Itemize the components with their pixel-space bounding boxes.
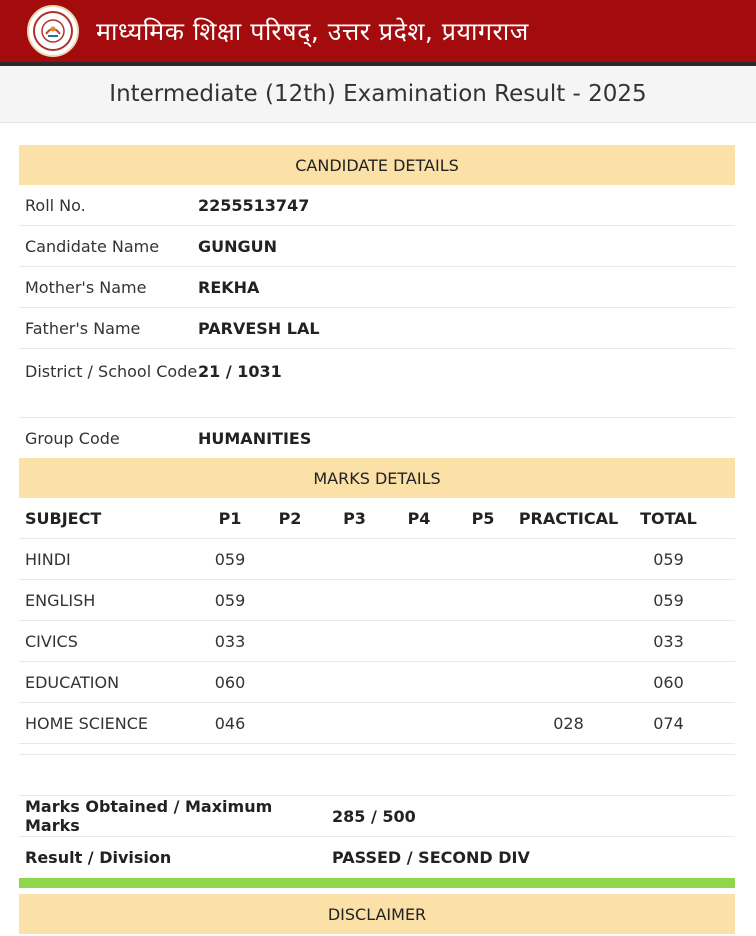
detail-label: Roll No. xyxy=(25,195,86,215)
up-emblem-icon xyxy=(27,5,79,57)
disclaimer-heading: DISCLAIMER xyxy=(19,894,735,934)
detail-row-group xyxy=(19,418,735,458)
table-row xyxy=(19,662,735,703)
total-cell: 033 xyxy=(653,631,684,651)
result-card xyxy=(19,145,735,934)
result-value: PASSED / SECOND DIV xyxy=(332,847,530,867)
col-subject: SUBJECT xyxy=(25,508,102,528)
result-row xyxy=(19,837,735,877)
table-row xyxy=(19,621,735,662)
p1-cell: 046 xyxy=(214,713,246,733)
detail-value: 21 / 1031 xyxy=(198,362,282,381)
table-divider xyxy=(19,744,735,755)
table-row xyxy=(19,539,735,580)
detail-label: Candidate Name xyxy=(25,236,160,256)
subject-cell: HOME SCIENCE xyxy=(25,713,149,733)
detail-row-father xyxy=(19,308,735,349)
subject-cell: EDUCATION xyxy=(25,672,120,692)
subject-cell: CIVICS xyxy=(25,631,78,651)
col-p5: P5 xyxy=(471,508,495,528)
marks-table-header xyxy=(19,498,735,539)
detail-value: HUMANITIES xyxy=(198,428,312,448)
status-bar xyxy=(19,878,735,888)
detail-value: 2255513747 xyxy=(198,195,310,215)
marks-summary-row xyxy=(19,796,735,837)
p1-cell: 059 xyxy=(214,549,246,569)
total-cell: 074 xyxy=(653,713,684,733)
col-practical: PRACTICAL xyxy=(518,508,619,528)
board-title: माध्यमिक शिक्षा परिषद्, उत्तर प्रदेश, प्रयागराज xyxy=(96,17,529,46)
col-p4: P4 xyxy=(407,508,431,528)
marks-obtained-label: Marks Obtained / Maximum Marks xyxy=(25,797,273,835)
marks-obtained-value: 285 / 500 xyxy=(332,806,416,826)
subject-cell: HINDI xyxy=(25,549,71,569)
col-total: TOTAL xyxy=(640,508,697,528)
table-row xyxy=(19,580,735,621)
total-cell: 060 xyxy=(653,672,684,692)
total-cell: 059 xyxy=(653,549,684,569)
table-row xyxy=(19,703,735,744)
detail-value: PARVESH LAL xyxy=(198,318,320,338)
detail-row-mother xyxy=(19,267,735,308)
p1-cell: 059 xyxy=(214,590,246,610)
detail-row-roll xyxy=(19,185,735,226)
detail-label: Father's Name xyxy=(25,318,141,338)
col-p3: P3 xyxy=(343,508,366,528)
candidate-details-heading: CANDIDATE DETAILS xyxy=(19,145,735,185)
detail-row-name xyxy=(19,226,735,267)
detail-label: Mother's Name xyxy=(25,277,147,297)
detail-label: District / School Code xyxy=(25,362,198,381)
p1-cell: 060 xyxy=(214,672,246,692)
detail-label: Group Code xyxy=(25,428,120,448)
marks-details-heading: MARKS DETAILS xyxy=(19,458,735,498)
detail-row-school-code xyxy=(19,349,735,418)
practical-cell: 028 xyxy=(553,713,584,733)
detail-value: GUNGUN xyxy=(198,236,278,256)
total-cell: 059 xyxy=(653,590,684,610)
detail-value: REKHA xyxy=(198,277,260,297)
page-title: Intermediate (12th) Examination Result - 2025 xyxy=(0,66,756,123)
subject-cell: ENGLISH xyxy=(25,590,96,610)
col-p1: P1 xyxy=(218,508,242,528)
col-p2: P2 xyxy=(278,508,302,528)
p1-cell: 033 xyxy=(214,631,246,651)
site-header xyxy=(0,0,756,66)
table-divider xyxy=(19,755,735,796)
result-label: Result / Division xyxy=(25,847,172,867)
